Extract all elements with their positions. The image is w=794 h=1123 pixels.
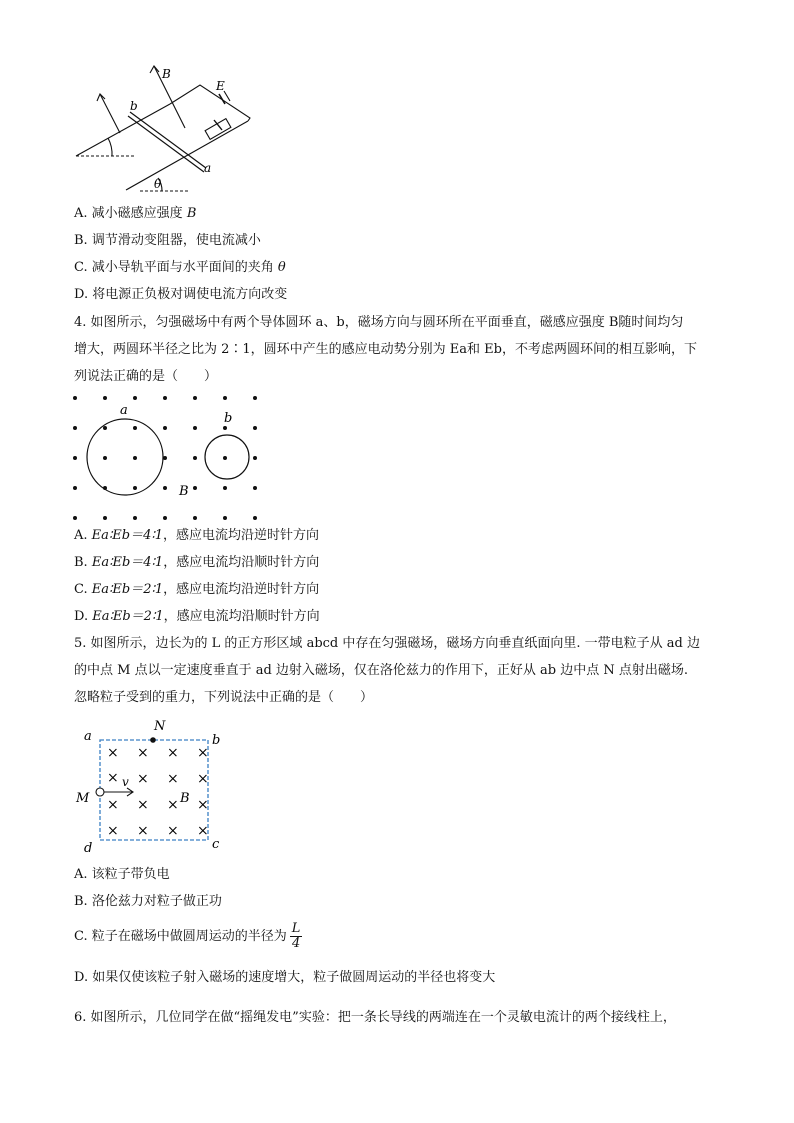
q5-option-b: B. 洛伦兹力对粒子做正功	[74, 894, 222, 909]
q4-field-dot	[163, 426, 167, 430]
q4-field-dot	[223, 516, 227, 520]
q3-label-a: a	[204, 161, 212, 175]
q4-field-dot	[73, 426, 77, 430]
q5-point-N	[150, 737, 156, 743]
q5-field-cross: ×	[137, 797, 149, 813]
q5-stem-line-2: 的中点 M 点以一定速度垂直于 ad 边射入磁场，仅在洛伦兹力的作用下，正好从 ab 边中点 N 点射出磁场.	[74, 663, 689, 678]
q4-stem-line-3: 列说法正确的是（ ）	[74, 369, 218, 384]
q3-B-arrowhead-1	[150, 66, 159, 73]
q5-fraction: $\frac{L}{4}$	[291, 921, 301, 951]
q4-field-dot	[253, 426, 257, 430]
q5-option-d: D. 如果仅使该粒子射入磁场的速度增大，粒子做圆周运动的半径也将变大	[74, 970, 496, 985]
q3-angle-arc-left	[108, 138, 112, 156]
q4-field-dot	[133, 426, 137, 430]
q4-field-dot	[163, 516, 167, 520]
q4-label-B: B	[179, 484, 189, 499]
q4-field-dot	[253, 486, 257, 490]
q4-field-dot	[193, 396, 197, 400]
q3-battery-plate-1	[219, 94, 225, 104]
q4-field-dot	[73, 486, 77, 490]
q4-field-dot	[163, 396, 167, 400]
q3-label-B: B	[162, 67, 171, 81]
q5-label-a: a	[84, 729, 92, 744]
q4-option-a: A. Ea∶Eb＝4∶1，感应电流均沿逆时针方向	[74, 528, 320, 543]
q5-label-N: N	[154, 719, 166, 734]
q4-field-dot	[103, 516, 107, 520]
q5-field-cross: ×	[137, 771, 149, 787]
q3-rod-ab-1	[130, 112, 206, 168]
q4-field-dot	[103, 456, 107, 460]
q4-figure	[66, 390, 276, 525]
q4-ring-a	[87, 419, 163, 495]
q4-option-d: D. Ea∶Eb＝2∶1，感应电流均沿顺时针方向	[74, 609, 320, 624]
q5-field-cross: ×	[137, 823, 149, 839]
q4-field-dot	[223, 396, 227, 400]
q5-field-cross: ×	[197, 797, 209, 813]
q4-option-c: C. Ea∶Eb＝2∶1，感应电流均沿逆时针方向	[74, 582, 320, 597]
q4-field-dot	[163, 456, 167, 460]
q3-B-arrowhead-2	[97, 94, 105, 101]
q3-label-theta: θ	[154, 177, 162, 191]
q4-stem-line-2: 增大，两圆环半径之比为 2∶1，圆环中产生的感应电动势分别为 Ea和 Eb，不考虑两圆环间的相互影响，下	[74, 342, 697, 357]
q5-stem-line-3: 忽略粒子受到的重力，下列说法中正确的是（ ）	[74, 690, 374, 705]
q4-field-dot	[133, 486, 137, 490]
q3-B-arrow-2	[100, 94, 120, 133]
q3-rheostat	[205, 119, 231, 140]
q4-field-dot	[193, 426, 197, 430]
q4-field-dot	[253, 516, 257, 520]
q4-field-dot	[223, 456, 227, 460]
q3-label-E: E	[216, 79, 225, 93]
q3-label-b: b	[130, 99, 138, 113]
q4-field-dot	[73, 396, 77, 400]
q4-field-dot	[103, 426, 107, 430]
q4-field-dot	[193, 456, 197, 460]
q4-label-a: a	[120, 403, 128, 418]
q3-incline-right	[126, 121, 248, 190]
q4-field-dot	[133, 396, 137, 400]
q4-field-dot	[193, 516, 197, 520]
q4-field-dot	[193, 486, 197, 490]
q4-label-b: b	[224, 411, 233, 426]
q5-field-cross: ×	[167, 745, 179, 761]
q5-label-B: B	[180, 791, 190, 806]
q4-field-dot	[73, 516, 77, 520]
q5-field-cross: ×	[197, 823, 209, 839]
q5-field-cross: ×	[107, 745, 119, 761]
q6-stem-line-1: 6. 如图所示，几位同学在做“摇绳发电”实验：把一条长导线的两端连在一个灵敏电流计的两个接线柱上，	[74, 1010, 676, 1025]
q5-option-a: A. 该粒子带负电	[74, 867, 170, 882]
q5-field-cross: ×	[107, 797, 119, 813]
q3-incline-left	[76, 104, 170, 156]
q5-field-cross: ×	[167, 823, 179, 839]
q5-label-b: b	[212, 733, 221, 748]
q4-stem-line-1: 4. 如图所示，匀强磁场中有两个导体圆环 a、b，磁场方向与圆环所在平面垂直，磁感应强度 B随时间均匀	[74, 315, 684, 330]
q4-option-b: B. Ea∶Eb＝4∶1，感应电流均沿顺时针方向	[74, 555, 320, 570]
q3-circuit-wire	[170, 85, 250, 121]
q3-option-d: D. 将电源正负极对调使电流方向改变	[74, 287, 288, 302]
q3-option-b: B. 调节滑动变阻器，使电流减小	[74, 233, 261, 248]
q4-ring-b	[205, 435, 249, 479]
q4-field-dot	[103, 396, 107, 400]
q3-option-c: C. 减小导轨平面与水平面间的夹角 θ	[74, 260, 286, 275]
q5-figure	[70, 716, 240, 861]
q4-field-dot	[73, 456, 77, 460]
q5-particle	[96, 788, 104, 796]
q5-field-cross: ×	[167, 797, 179, 813]
q3-figure	[70, 58, 270, 198]
q5-stem-line-1: 5. 如图所示，边长为的 L 的正方形区域 abcd 中存在匀强磁场，磁场方向垂直纸面向里. 一带电粒子从 ad 边	[74, 636, 700, 651]
q5-label-d: d	[84, 841, 93, 856]
q5-field-cross: ×	[107, 823, 119, 839]
q5-label-M: M	[76, 791, 90, 806]
q4-field-dot	[223, 486, 227, 490]
q3-battery-plate-2	[224, 91, 230, 101]
q5-label-c: c	[212, 837, 220, 852]
q3-option-a: A. 减小磁感应强度 B	[74, 206, 197, 221]
q5-field-cross: ×	[137, 745, 149, 761]
q5-field-cross: ×	[107, 770, 119, 786]
q4-field-dot	[253, 396, 257, 400]
q5-field-cross: ×	[197, 745, 209, 761]
q4-field-dot	[133, 516, 137, 520]
q4-field-dot	[253, 456, 257, 460]
q5-field-cross: ×	[197, 771, 209, 787]
q5-label-v: v	[122, 775, 129, 789]
q5-field-cross: ×	[167, 771, 179, 787]
q3-rod-ab-2	[128, 116, 204, 172]
q4-field-dot	[133, 456, 137, 460]
q5-option-c: C. 粒子在磁场中做圆周运动的半径为 $\frac{L}{4}$	[74, 921, 301, 951]
q4-field-dot	[223, 426, 227, 430]
q4-field-dot	[163, 486, 167, 490]
